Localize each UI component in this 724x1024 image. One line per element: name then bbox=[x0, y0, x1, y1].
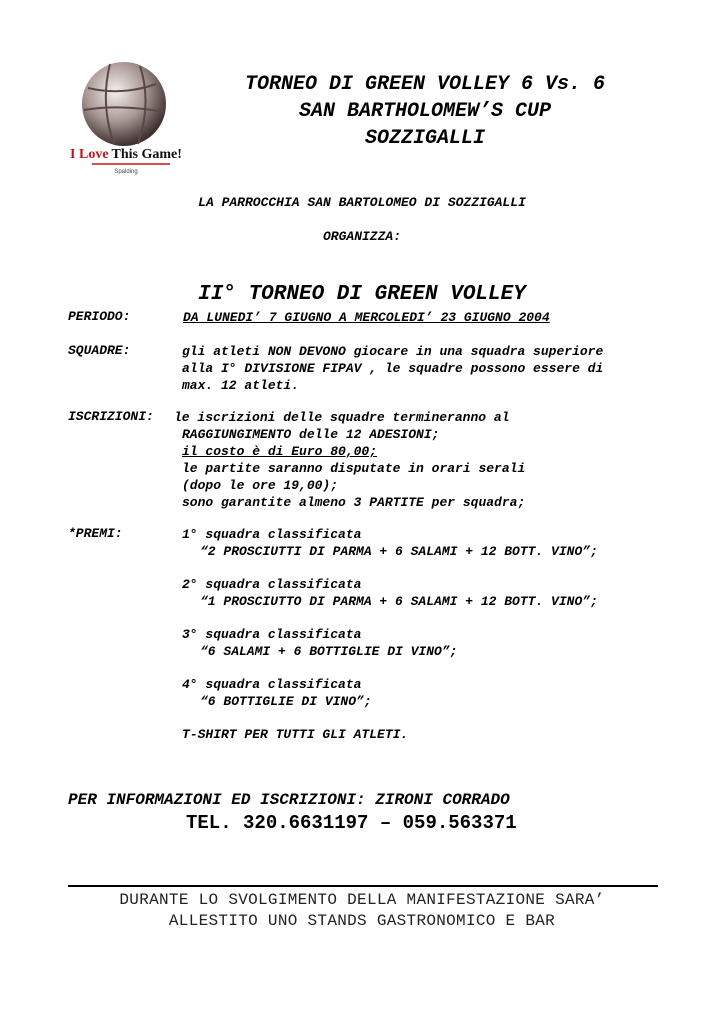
iscrizioni-line-1: RAGGIUNGIMENTO delle 12 ADESIONI; bbox=[182, 427, 440, 442]
squadre-line-2: alla I° DIVISIONE FIPAV , le squadre possono essere di bbox=[182, 361, 604, 376]
iscrizioni-label: ISCRIZIONI: bbox=[68, 409, 154, 424]
premio-4-prize: “6 BOTTIGLIE DI VINO”; bbox=[200, 694, 372, 709]
premio-3-place: 3° squadra classificata bbox=[182, 627, 362, 642]
squadre-label: SQUADRE: bbox=[68, 343, 131, 358]
logo bbox=[70, 58, 182, 178]
organizza: ORGANIZZA: bbox=[322, 229, 401, 244]
iscrizioni-line-3: le partite saranno disputate in orari serali bbox=[182, 461, 526, 476]
logo-text-rest: This Game! bbox=[111, 147, 182, 162]
squadre-line-1: gli atleti NON DEVONO giocare in una squadra superiore bbox=[182, 344, 604, 359]
footer-line-2: ALLESTITO UNO STANDS GASTRONOMICO E BAR bbox=[168, 912, 556, 930]
footer-divider bbox=[68, 885, 658, 887]
premio-2-prize: “1 PROSCIUTTO DI PARMA + 6 SALAMI + 12 BOTT. VINO”; bbox=[200, 594, 598, 609]
premio-1-prize: “2 PROSCIUTTI DI PARMA + 6 SALAMI + 12 BOTT. VINO”; bbox=[200, 544, 598, 559]
volleyball-icon bbox=[70, 58, 182, 178]
contact-info: PER INFORMAZIONI ED ISCRIZIONI: ZIRONI CORRADO bbox=[68, 791, 510, 809]
iscrizioni-line-5: sono garantite almeno 3 PARTITE per squadra; bbox=[182, 495, 526, 510]
premio-1-place: 1° squadra classificata bbox=[182, 527, 362, 542]
iscrizioni-line-4: (dopo le ore 19,00); bbox=[182, 478, 339, 493]
iscrizioni-line-2: il costo è di Euro 80,00; bbox=[182, 444, 378, 459]
title-line-1: TORNEO DI GREEN VOLLEY 6 Vs. 6 bbox=[244, 73, 606, 96]
footer-line-1: DURANTE LO SVOLGIMENTO DELLA MANIFESTAZIONE SARA’ bbox=[119, 891, 605, 909]
contact-tel: TEL. 320.6631197 – 059.563371 bbox=[186, 812, 517, 834]
subtitle: II° TORNEO DI GREEN VOLLEY bbox=[198, 283, 526, 306]
organizer: LA PARROCCHIA SAN BARTOLOMEO DI SOZZIGALLI bbox=[198, 195, 526, 210]
logo-text bbox=[70, 147, 182, 162]
iscrizioni-first: le iscrizioni delle squadre termineranno al bbox=[174, 410, 510, 425]
premio-2-place: 2° squadra classificata bbox=[182, 577, 362, 592]
premio-4-place: 4° squadra classificata bbox=[182, 677, 362, 692]
periodo-text: DA LUNEDI’ 7 GIUGNO A MERCOLEDI’ 23 GIUGNO 2004 bbox=[183, 310, 550, 325]
logo-text-love: I Love bbox=[70, 147, 109, 162]
logo-small-text: Spalding bbox=[114, 169, 138, 175]
title-line-3: SOZZIGALLI bbox=[364, 127, 486, 150]
premio-3-prize: “6 SALAMI + 6 BOTTIGLIE DI VINO”; bbox=[200, 644, 458, 659]
periodo-label: PERIODO: bbox=[68, 309, 131, 324]
tshirt: T-SHIRT PER TUTTI GLI ATLETI. bbox=[182, 727, 409, 742]
title-line-2: SAN BARTHOLOMEW’S CUP bbox=[298, 100, 552, 123]
premi-label: *PREMI: bbox=[68, 526, 123, 541]
squadre-line-3: max. 12 atleti. bbox=[182, 378, 300, 393]
